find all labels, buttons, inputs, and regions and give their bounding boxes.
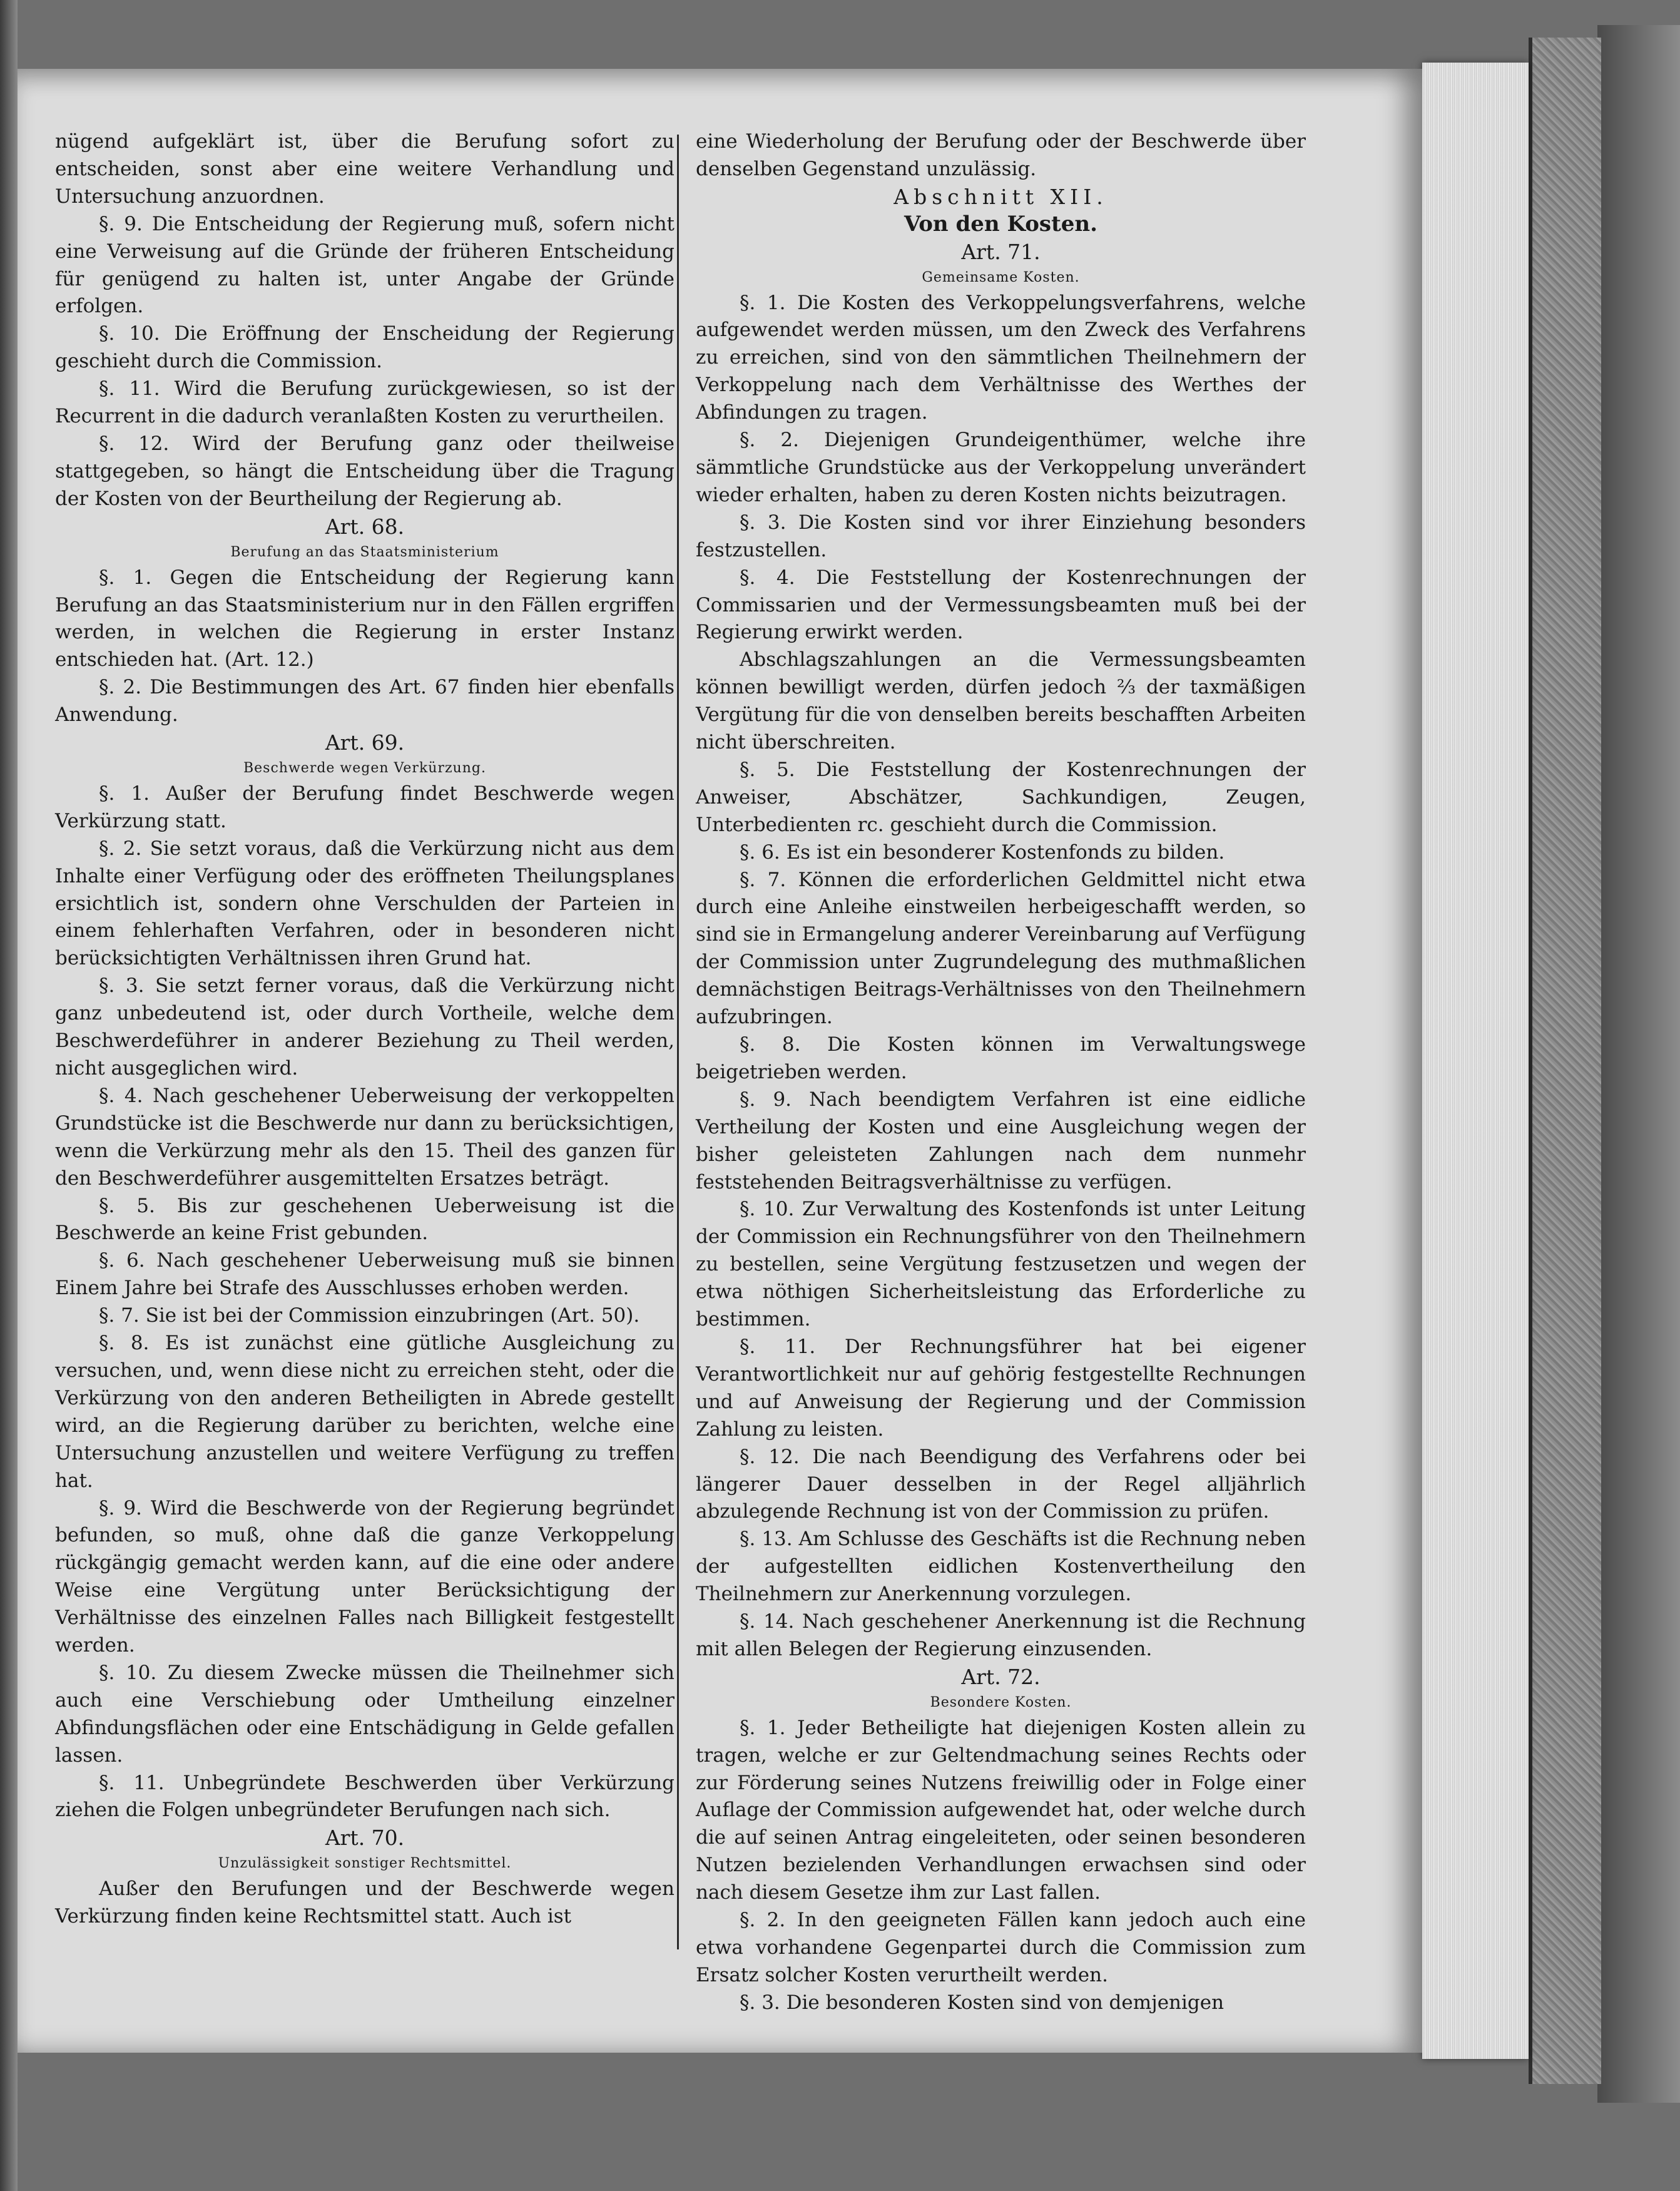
article-subtitle: Berufung an das Staatsministerium xyxy=(230,544,499,560)
section-paragraph: §. 11. Wird die Berufung zurückgewiesen, so ist der Recurrent in die dadurch veranlaßten Kosten zu verurtheilen. xyxy=(55,377,675,428)
section-paragraph: §. 1. Außer der Berufung findet Beschwerde wegen Verkürzung statt. xyxy=(55,782,675,832)
article-subtitle: Besondere Kosten. xyxy=(930,1694,1072,1710)
section-paragraph: §. 1. Gegen die Entscheidung der Regierung kann Berufung an das Staatsministerium nur in den Fällen ergriffen werden, in welchen die Regierung in erster Instanz entschieden hat. (Art. 12.) xyxy=(55,566,675,672)
section-paragraph: §. 10. Zu diesem Zwecke müssen die Theilnehmer sich auch eine Verschiebung oder Umtheilung einzelner Abfindungsflächen oder eine Entschädigung in Gelde gefallen lassen. xyxy=(55,1661,675,1767)
section-paragraph: §. 4. Die Feststellung der Kostenrechnungen der Commissarien und der Vermessungsbeamten muß bei der Regierung erwirkt werden. xyxy=(696,566,1306,644)
section-paragraph: §. 14. Nach geschehener Anerkennung ist die Rechnung mit allen Belegen der Regierung einzusenden. xyxy=(696,1610,1306,1660)
continued-paragraph: eine Wiederholung der Berufung oder der Beschwerde über denselben Gegenstand unzulässig. xyxy=(696,130,1306,180)
book-cover-edge xyxy=(1529,38,1601,2084)
section-paragraph: §. 3. Die besonderen Kosten sind von demjenigen xyxy=(740,1991,1224,2014)
section-paragraph: §. 9. Wird die Beschwerde von der Regierung begründet befunden, so muß, ohne daß die ganze Verkoppelung rückgängig gemacht werden kann, auf die eine oder andere Weise eine Vergütung unter Berücksichtigung der Verhältnisse des einzelnen Falles nach Billigkeit festgestellt werden. xyxy=(55,1496,675,1657)
section-paragraph: §. 5. Die Feststellung der Kostenrechnungen der Anweiser, Abschätzer, Sachkundigen, Zeugen, Unterbedienten rc. geschieht durch die Commission. xyxy=(696,758,1306,836)
section-paragraph: §. 12. Die nach Beendigung des Verfahrens oder bei längerer Dauer desselben in der Regel alljährlich abzulegende Rechnung ist von der Commission zu prüfen. xyxy=(696,1445,1306,1523)
section-paragraph: §. 12. Wird der Berufung ganz oder theilweise stattgegeben, so hängt die Entscheidung über die Tragung der Kosten von der Beurtheilung der Regierung ab. xyxy=(55,432,675,510)
section-paragraph: §. 2. Diejenigen Grundeigenthümer, welche ihre sämmtliche Grundstücke aus der Verkoppelung unverändert wieder erhalten, haben zu deren Kosten nichts beizutragen. xyxy=(696,429,1306,506)
section-paragraph: §. 9. Nach beendigtem Verfahren ist eine eidliche Vertheilung der Kosten und eine Ausgleichung wegen der bisher geleisteten Zahlungen nach dem nunmehr feststehenden Beitragsverhältnisse zu verfügen. xyxy=(696,1088,1306,1193)
chapter-heading: Abschnitt XII. xyxy=(893,184,1108,209)
right-text-column xyxy=(696,128,1306,2017)
section-paragraph: §. 1. Die Kosten des Verkoppelungsverfahrens, welche aufgewendet werden müssen, um den Zweck des Verfahrens zu erreichen, sind von den sämmtlichen Theilnehmern der Verkoppelung nach dem Verhältnisse des Werthes der Abfindungen zu tragen. xyxy=(696,291,1306,424)
column-divider xyxy=(677,135,679,1949)
section-paragraph: §. 8. Die Kosten können im Verwaltungswege beigetrieben werden. xyxy=(696,1033,1306,1083)
article-heading: Art. 71. xyxy=(961,239,1041,264)
section-paragraph: Außer den Berufungen und der Beschwerde wegen Verkürzung finden keine Rechtsmittel statt. Auch ist xyxy=(55,1877,675,1928)
left-page-edge xyxy=(0,0,18,2191)
section-paragraph: §. 2. Sie setzt voraus, daß die Verkürzung nicht aus dem Inhalte einer Verfügung oder des eröffneten Theilungsplanes ersichtlich ist, sondern ohne Verschulden der Parteien in einem fehlerhaften Verfahren, oder in besonderen nicht berücksichtigten Verhältnissen ihren Grund hat. xyxy=(55,837,675,970)
section-paragraph: §. 2. Die Bestimmungen des Art. 67 finden hier ebenfalls Anwendung. xyxy=(55,676,675,727)
section-paragraph: §. 13. Am Schlusse des Geschäfts ist die Rechnung neben der aufgestellten eidlichen Kostenvertheilung den Theilnehmern zur Anerkennung vorzulegen. xyxy=(696,1528,1306,1606)
left-text-column xyxy=(55,128,675,1931)
article-subtitle: Gemeinsame Kosten. xyxy=(922,269,1080,285)
continued-paragraph: nügend aufgeklärt ist, über die Berufung sofort zu entscheiden, sonst aber eine weitere Verhandlung und Untersuchung anzuordnen. xyxy=(55,130,675,208)
section-paragraph: §. 8. Es ist zunächst eine gütliche Ausgleichung zu versuchen, und, wenn diese nicht zu erreichen steht, oder die Verkürzung von den anderen Betheiligten in Abrede gestellt wird, an die Regierung darüber zu berichten, welche eine Untersuchung anzustellen und weitere Verfügung zu treffen hat. xyxy=(55,1332,675,1492)
section-paragraph: §. 10. Zur Verwaltung des Kostenfonds ist unter Leitung der Commission ein Rechnungsführer von den Theilnehmern zu bestellen, seine Vergütung festzusetzen und wegen der etwa nöthigen Sicherheitsleistung das Erforderliche zu bestimmen. xyxy=(696,1198,1306,1331)
article-heading: Art. 69. xyxy=(325,730,405,755)
section-paragraph: §. 7. Sie ist bei der Commission einzubringen (Art. 50). xyxy=(99,1304,640,1327)
article-heading: Art. 68. xyxy=(325,514,405,539)
article-subtitle: Unzulässigkeit sonstiger Rechtsmittel. xyxy=(218,1856,512,1872)
book-binding xyxy=(1597,25,1680,2103)
section-paragraph: §. 11. Unbegründete Beschwerden über Verkürzung ziehen die Folgen unbegründeter Berufungen nach sich. xyxy=(55,1771,675,1822)
section-paragraph: §. 1. Jeder Betheiligte hat diejenigen Kosten allein zu tragen, welche er zur Geltendmachung seines Rechts oder zur Förderung seines Nutzens freiwillig oder in Folge einer Auflage der Commission aufgewendet hat, oder welche durch die auf seinen Antrag eingeleiteten, oder seinen besonderen Nutzen bezielenden Verhandlungen erwachsen sind oder nach diesem Gesetze ihm zur Last fallen. xyxy=(696,1716,1306,1904)
section-paragraph: §. 10. Die Eröffnung der Enscheidung der Regierung geschieht durch die Commission. xyxy=(55,322,675,373)
section-paragraph: §. 7. Können die erforderlichen Geldmittel nicht etwa durch eine Anleihe einstweilen herbeigeschafft werden, so sind sie in Ermangelung anderer Vereinbarung auf Verfügung der Commission unter Zugrundelegung des muthmaßlichen demnächstigen Beitrags-Verhältnisses von den Theilnehmern aufzubringen. xyxy=(696,868,1306,1029)
article-heading: Art. 70. xyxy=(325,1826,405,1851)
section-paragraph: §. 6. Nach geschehener Ueberweisung muß sie binnen Einem Jahre bei Strafe des Ausschlusses erhoben werden. xyxy=(55,1249,675,1300)
section-paragraph: §. 6. Es ist ein besonderer Kostenfonds zu bilden. xyxy=(740,840,1225,864)
section-paragraph: Abschlagszahlungen an die Vermessungsbeamten können bewilligt werden, dürfen jedoch ⅔ der taxmäßigen Vergütung für die von denselben bereits beschafften Arbeiten nicht überschreiten. xyxy=(696,648,1306,754)
section-paragraph: §. 2. In den geeigneten Fällen kann jedoch auch eine etwa vorhandene Gegenpartei durch die Commission zum Ersatz solcher Kosten verurtheilt werden. xyxy=(696,1909,1306,1986)
article-heading: Art. 72. xyxy=(961,1664,1041,1689)
chapter-title: Von den Kosten. xyxy=(904,211,1097,237)
section-paragraph: §. 3. Die Kosten sind vor ihrer Einziehung besonders festzustellen. xyxy=(696,511,1306,561)
section-paragraph: §. 11. Der Rechnungsführer hat bei eigener Verantwortlichkeit nur auf gehörig festgestellte Rechnungen und auf Anweisung der Regierung und der Commission Zahlung zu leisten. xyxy=(696,1335,1306,1441)
section-paragraph: §. 9. Die Entscheidung der Regierung muß, sofern nicht eine Verweisung auf die Gründe der früheren Entscheidung für genügend zu halten ist, unter Angabe der Gründe erfolgen. xyxy=(55,212,675,318)
section-paragraph: §. 4. Nach geschehener Ueberweisung der verkoppelten Grundstücke ist die Beschwerde nur dann zu berücksichtigen, wenn die Verkürzung mehr als den 15. Theil des ganzen für den Beschwerdeführer ausgemittelten Ersatzes beträgt. xyxy=(55,1084,675,1190)
section-paragraph: §. 5. Bis zur geschehenen Ueberweisung ist die Beschwerde an keine Frist gebunden. xyxy=(55,1194,675,1245)
article-subtitle: Beschwerde wegen Verkürzung. xyxy=(243,760,486,776)
section-paragraph: §. 3. Sie setzt ferner voraus, daß die Verkürzung nicht ganz unbedeutend ist, oder durch Vortheile, welche dem Beschwerdeführer in anderer Beziehung zu Theil werden, nicht ausgeglichen wird. xyxy=(55,974,675,1080)
page-stack xyxy=(1422,63,1529,2059)
